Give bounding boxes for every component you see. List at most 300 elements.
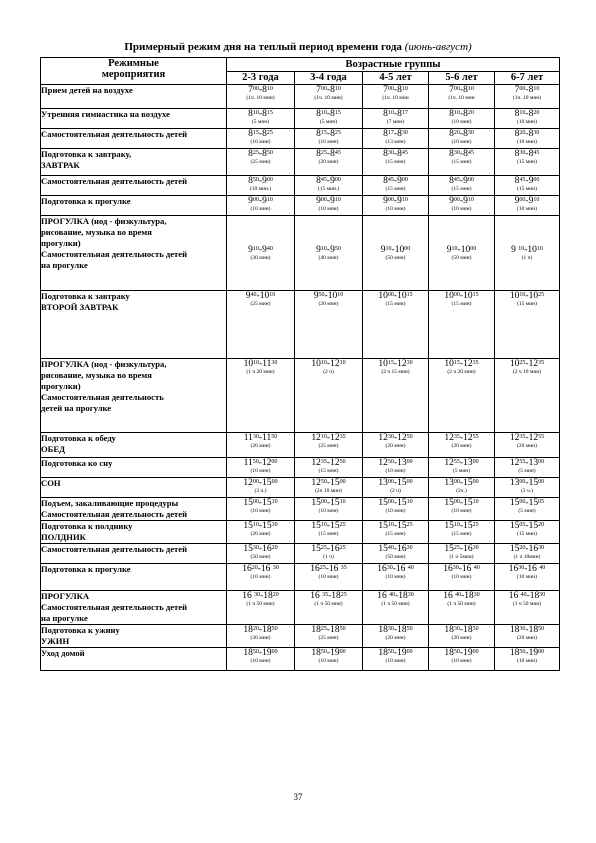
start-minutes: 00 [320, 499, 327, 505]
time-range: $8^{30}-8^{45}$ [514, 149, 540, 159]
time-range: 16 $^{40}-18^{30}$ [508, 591, 546, 601]
start-minutes: 50 [252, 649, 259, 655]
duration: (10 мин) [385, 206, 406, 212]
activity-cell [41, 291, 227, 359]
duration: (2 ч 10 мин) [512, 369, 542, 375]
end-minutes: 25 [334, 130, 341, 136]
start-hour: 13 [444, 478, 454, 488]
time-range: $8^{10}-8^{17}$ [383, 109, 408, 119]
time-range: $9^{40}-10^{10}$ [245, 291, 276, 301]
end-minutes: 40 [473, 565, 480, 571]
time-range: $16^{25}-16$ $^{35}$ [310, 564, 347, 574]
start-minutes: 30 [387, 150, 394, 156]
end-minutes: 00 [406, 479, 413, 485]
start-minutes: 45 [320, 177, 327, 183]
duration: (10 мин) [451, 574, 472, 580]
end-hour: 16 [461, 564, 474, 574]
end-minutes: 30 [271, 360, 278, 366]
time-range: $18^{50}-19^{00}$ [509, 648, 545, 658]
end-hour: 12 [330, 433, 340, 443]
duration: (10 мин) [451, 119, 472, 125]
time-cell [227, 216, 295, 291]
start-hour: 15 [444, 498, 454, 508]
end-minutes: 00 [271, 459, 278, 465]
time-range: $11^{30}-11^{50}$ [243, 433, 278, 443]
start-hour: 18 [378, 625, 388, 635]
start-hour: 15 [509, 521, 520, 531]
time-cell [295, 478, 363, 498]
start-minutes: 00 [519, 499, 526, 505]
time-cell [495, 196, 560, 216]
start-minutes: 00 [252, 479, 259, 485]
activity-label: рисование, музыка во время [41, 227, 152, 237]
start-hour: 12 [378, 433, 388, 443]
start-hour: 9 [383, 196, 388, 206]
title-subtitle: (июнь-август) [404, 41, 472, 53]
duration: (20 мин) [385, 635, 406, 641]
end-hour: 13 [528, 458, 539, 468]
time-cell [429, 433, 495, 458]
time-cell [429, 109, 495, 129]
end-hour: 12 [261, 458, 272, 468]
end-minutes: 00 [470, 245, 477, 252]
end-hour: 10 [528, 291, 539, 301]
duration: (2ч.) [456, 488, 467, 494]
time-range: $15^{00}-15^{10}$ [378, 498, 413, 508]
start-hour: 12 [243, 478, 253, 488]
end-minutes: 00 [472, 479, 479, 485]
duration: (1 ч 50 мин) [314, 601, 343, 607]
time-cell [429, 85, 495, 109]
start-minutes: 25 [320, 150, 327, 156]
schedule-row [41, 216, 560, 291]
start-hour: 8 [383, 129, 388, 139]
time-cell [363, 564, 429, 591]
duration: (2 ч.) [521, 488, 533, 494]
start-minutes: 30 [452, 565, 459, 571]
time-range: $15^{00}-15^{05}$ [509, 498, 545, 508]
start-hour: 8 [316, 129, 321, 139]
end-hour: 16 [528, 544, 539, 554]
end-minutes: 00 [472, 459, 479, 465]
start-hour: 9 [316, 196, 321, 206]
end-minutes: 50 [266, 150, 273, 156]
end-hour: 19 [528, 648, 539, 658]
start-minutes: 10 [385, 245, 392, 252]
activity-label: ВТОРОЙ ЗАВТРАК [41, 302, 119, 312]
time-cell [363, 625, 429, 648]
time-range: $16^{30}-16$ $^{40}$ [508, 564, 546, 574]
time-cell [227, 591, 295, 625]
header-age: 6-7 лет [495, 71, 560, 85]
time-cell [227, 196, 295, 216]
duration: (15 мин.) [317, 186, 340, 192]
end-hour: 10 [527, 244, 537, 255]
start-hour: 7 [316, 85, 321, 95]
end-minutes: 35 [538, 360, 545, 366]
activity-label: Самостоятельная деятельность детей [41, 249, 188, 259]
time-cell [295, 85, 363, 109]
end-hour: 18 [464, 591, 474, 601]
time-cell [227, 478, 295, 498]
time-cell [227, 176, 295, 196]
time-range: $15^{25}-16^{30}$ [444, 544, 479, 554]
end-hour: 18 [331, 591, 341, 601]
start-hour: 13 [378, 478, 388, 488]
activity-cell [41, 129, 227, 149]
activity-label: Утренняя гимнастика на воздухе [41, 109, 170, 119]
start-hour: 8 [449, 176, 454, 186]
start-hour: 10 [444, 291, 454, 301]
end-minutes: 00 [271, 649, 278, 655]
schedule-row [41, 291, 560, 359]
start-hour: 8 [248, 129, 253, 139]
activity-label: Самостоятельная деятельность [41, 392, 164, 402]
end-hour: 8 [528, 129, 534, 139]
duration: (10 мин) [250, 574, 271, 580]
duration: (2 ч) [390, 488, 401, 494]
time-cell [495, 216, 560, 291]
start-minutes: 10 [518, 245, 525, 252]
time-range: $12^{10}-12^{35}$ [311, 433, 346, 443]
end-hour: 9 [262, 176, 267, 186]
end-minutes: 50 [271, 626, 278, 632]
time-cell [363, 196, 429, 216]
end-minutes: 25 [406, 522, 413, 528]
end-hour: 15 [463, 478, 473, 488]
start-hour: 10 [509, 291, 520, 301]
time-cell [495, 458, 560, 478]
end-minutes: 10 [472, 499, 479, 505]
time-cell [227, 648, 295, 671]
time-cell [295, 109, 363, 129]
time-cell [429, 458, 495, 478]
end-minutes: 20 [538, 522, 545, 528]
time-range: $7^{00}-8^{10}$ [248, 85, 273, 95]
end-hour: 16 [330, 544, 340, 554]
time-range: $8^{30}-8^{45}$ [383, 149, 408, 159]
start-hour: 8 [383, 176, 388, 186]
start-hour: 16 [508, 591, 521, 601]
time-range: $7^{00}-8^{10}$ [316, 85, 341, 95]
end-minutes: 00 [406, 649, 413, 655]
schedule-row [41, 149, 560, 176]
start-minutes: 00 [387, 197, 394, 203]
end-minutes: 00 [266, 177, 273, 183]
start-hour: 7 [383, 85, 388, 95]
time-cell [363, 176, 429, 196]
start-minutes: 25 [320, 545, 327, 551]
header-row [41, 58, 560, 72]
time-cell [295, 359, 363, 433]
schedule-row [41, 433, 560, 458]
time-cell [295, 458, 363, 478]
activity-label: Подготовка к полднику [41, 521, 133, 531]
time-cell [495, 85, 560, 109]
end-minutes: 30 [406, 360, 413, 366]
time-cell [429, 625, 495, 648]
end-hour: 18 [528, 625, 539, 635]
start-minutes: 00 [320, 197, 327, 203]
time-range: $9^{10}-9^{40}$ [248, 244, 273, 255]
end-hour: 18 [330, 625, 340, 635]
end-minutes: 30 [406, 545, 413, 551]
time-range: $7^{00}-8^{10}$ [449, 85, 474, 95]
start-minutes: 00 [453, 292, 460, 298]
time-range: $8^{45}-9^{00}$ [514, 176, 540, 186]
end-hour: 11 [262, 359, 272, 369]
start-hour: 12 [311, 458, 321, 468]
duration: (30 мин) [250, 254, 271, 261]
duration: (10 мин) [451, 139, 472, 145]
start-hour: 12 [509, 458, 520, 468]
duration: (20 мин) [318, 159, 339, 165]
end-hour: 15 [397, 498, 407, 508]
end-minutes: 00 [467, 177, 474, 183]
duration: (10 мин) [451, 658, 472, 664]
start-hour: 18 [509, 648, 520, 658]
end-minutes: 50 [406, 434, 413, 440]
time-cell [227, 521, 295, 544]
start-hour: 8 [248, 149, 253, 159]
duration: (15 мин) [318, 468, 339, 474]
time-cell [295, 149, 363, 176]
header-activities [41, 58, 227, 85]
start-minutes: 30 [387, 626, 394, 632]
start-minutes: 00 [320, 86, 327, 92]
time-range: $10^{00}-10^{15}$ [444, 291, 479, 301]
time-cell [363, 359, 429, 433]
duration: (15 мин) [517, 159, 537, 165]
start-hour: 9 [514, 196, 520, 206]
end-minutes: 50 [406, 626, 413, 632]
start-hour: 8 [383, 149, 388, 159]
time-range: $9^{10}-10^{00}$ [446, 244, 477, 255]
start-hour: 8 [316, 149, 321, 159]
time-range: $10^{10}-12^{10}$ [311, 359, 346, 369]
schedule-row [41, 564, 560, 591]
end-minutes: 25 [266, 130, 273, 136]
page-number: 37 [293, 792, 303, 802]
end-minutes: 30 [538, 545, 545, 551]
end-minutes: 20 [271, 545, 278, 551]
start-hour: 13 [509, 478, 520, 488]
time-cell [495, 564, 560, 591]
start-hour: 9 [380, 244, 386, 255]
activity-label: Самостоятельная деятельность детей [41, 602, 188, 612]
start-hour: 15 [243, 544, 253, 554]
end-hour: 15 [397, 521, 407, 531]
activity-label: Прием детей на воздухе [41, 85, 133, 95]
duration: (15 мин) [385, 531, 406, 537]
duration: (5 мин) [452, 468, 471, 474]
end-minutes: 15 [266, 110, 273, 116]
time-cell [295, 129, 363, 149]
activity-label: СОН [41, 478, 61, 488]
end-hour: 8 [463, 149, 468, 159]
time-range: $13^{00}-15^{00}$ [509, 478, 545, 488]
activity-label: детей на прогулке [41, 403, 112, 413]
time-range: $10^{10}-10^{25}$ [509, 291, 545, 301]
end-minutes: 10 [467, 197, 474, 203]
schedule-row [41, 359, 560, 433]
start-hour: 16 [508, 564, 519, 574]
duration: (15 мин) [451, 186, 472, 192]
end-minutes: 15 [406, 292, 413, 298]
start-hour: 18 [444, 648, 454, 658]
time-range: $12^{35}-12^{50}$ [311, 458, 346, 468]
start-minutes: 55 [519, 459, 526, 465]
time-cell [295, 176, 363, 196]
time-cell [429, 648, 495, 671]
start-hour: 15 [311, 521, 321, 531]
time-cell [295, 564, 363, 591]
time-range: $8^{15}-8^{25}$ [316, 129, 341, 139]
time-cell [429, 478, 495, 498]
start-minutes: 35 [453, 434, 460, 440]
schedule-row [41, 648, 560, 671]
duration: (30 мин) [250, 635, 271, 641]
duration: (10 мин) [517, 139, 537, 145]
start-hour: 10 [444, 359, 454, 369]
end-hour: 15 [330, 521, 340, 531]
time-cell [363, 478, 429, 498]
schedule-table [40, 57, 560, 671]
start-minutes: 50 [320, 649, 327, 655]
schedule-row [41, 498, 560, 521]
start-hour: 18 [378, 648, 388, 658]
duration: (15 мин) [385, 301, 406, 307]
end-hour: 8 [330, 129, 335, 139]
duration: (10 мин) [517, 119, 537, 125]
duration: (3 ч.) [254, 488, 267, 494]
end-hour: 15 [463, 521, 473, 531]
time-range: $9^{10}-9^{50}$ [316, 244, 341, 255]
time-cell [363, 544, 429, 564]
activity-cell [41, 149, 227, 176]
duration: (1 ч 50 мин) [381, 601, 410, 607]
end-minutes: 10 [334, 86, 341, 92]
start-hour: 15 [311, 544, 321, 554]
end-minutes: 25 [339, 522, 346, 528]
time-range: $15^{00}-15^{10}$ [311, 498, 346, 508]
duration: (1 ч) [323, 554, 334, 560]
duration: (2 ч 20 мин) [447, 369, 476, 375]
duration: (1ч. 10 мин) [512, 95, 542, 101]
activity-cell [41, 433, 227, 458]
start-hour: 11 [243, 433, 253, 443]
time-cell [429, 521, 495, 544]
duration: (10 мин) [385, 508, 406, 514]
end-minutes: 25 [538, 292, 545, 298]
end-hour: 9 [330, 176, 335, 186]
start-minutes: 45 [453, 177, 460, 183]
start-hour: 8 [514, 129, 520, 139]
duration: (15 мин) [385, 159, 406, 165]
end-minutes: 50 [334, 245, 341, 252]
start-minutes: 10 [451, 245, 458, 252]
time-range: $15^{00}-15^{10}$ [243, 498, 278, 508]
start-minutes: 30 [518, 565, 525, 571]
end-hour: 18 [263, 591, 273, 601]
end-hour: 15 [330, 498, 340, 508]
end-minutes: 30 [539, 592, 546, 598]
time-range: $8^{50}-9^{00}$ [248, 176, 273, 186]
duration: (10 мин) [451, 508, 472, 514]
time-cell [495, 176, 560, 196]
document-title [0, 41, 596, 53]
duration: (1 ч 20 мин) [246, 369, 275, 375]
start-hour: 9 [316, 244, 321, 255]
activity-cell [41, 498, 227, 521]
start-hour: 16 [377, 591, 390, 601]
start-minutes: 15 [252, 130, 259, 136]
start-hour: 16 [443, 591, 456, 601]
time-range: $18^{30}-18^{50}$ [444, 625, 479, 635]
end-hour: 12 [463, 433, 473, 443]
end-minutes: 45 [401, 150, 408, 156]
start-minutes: 00 [453, 86, 460, 92]
time-cell [495, 648, 560, 671]
end-hour: 12 [397, 359, 407, 369]
end-minutes: 45 [334, 150, 341, 156]
start-minutes: 10 [387, 522, 394, 528]
end-hour: 9 [528, 176, 534, 186]
start-minutes: 50 [318, 292, 325, 298]
start-hour: 7 [449, 85, 454, 95]
start-minutes: 40 [455, 592, 462, 598]
time-range: $13^{00}-15^{00}$ [444, 478, 479, 488]
time-range: $8^{10}-8^{15}$ [316, 109, 341, 119]
end-minutes: 10 [334, 197, 341, 203]
end-hour: 9 [330, 244, 335, 255]
start-hour: 12 [509, 433, 520, 443]
start-minutes: 30 [387, 434, 394, 440]
start-hour: 10 [378, 359, 388, 369]
schedule-row [41, 458, 560, 478]
start-minutes: 10 [387, 110, 394, 116]
activity-cell [41, 176, 227, 196]
time-range: $8^{25}-8^{50}$ [248, 149, 273, 159]
schedule-row [41, 129, 560, 149]
header-activities-line2: мероприятия [101, 69, 166, 80]
time-range: $15^{10}-15^{25}$ [378, 521, 413, 531]
duration: (15 мин) [517, 531, 537, 537]
time-cell [295, 291, 363, 359]
start-hour: 7 [248, 85, 253, 95]
header-age: 3-4 года [295, 71, 363, 85]
schedule-body [41, 85, 560, 671]
start-minutes: 50 [252, 459, 259, 465]
start-minutes: 50 [387, 459, 394, 465]
activity-label: ЗАВТРАК [41, 160, 80, 170]
time-range: $10^{25}-12^{35}$ [509, 359, 545, 369]
start-minutes: 55 [453, 459, 460, 465]
end-hour: 19 [330, 648, 340, 658]
end-minutes: 10 [536, 245, 543, 252]
start-minutes: 17 [387, 130, 394, 136]
start-hour: 16 [443, 564, 453, 574]
schedule-row [41, 176, 560, 196]
start-hour: 15 [243, 498, 253, 508]
end-minutes: 05 [538, 499, 545, 505]
activity-label: прогулки) [41, 381, 81, 391]
activity-cell [41, 521, 227, 544]
time-cell [429, 498, 495, 521]
time-cell [495, 625, 560, 648]
time-cell [429, 196, 495, 216]
schedule-row [41, 544, 560, 564]
